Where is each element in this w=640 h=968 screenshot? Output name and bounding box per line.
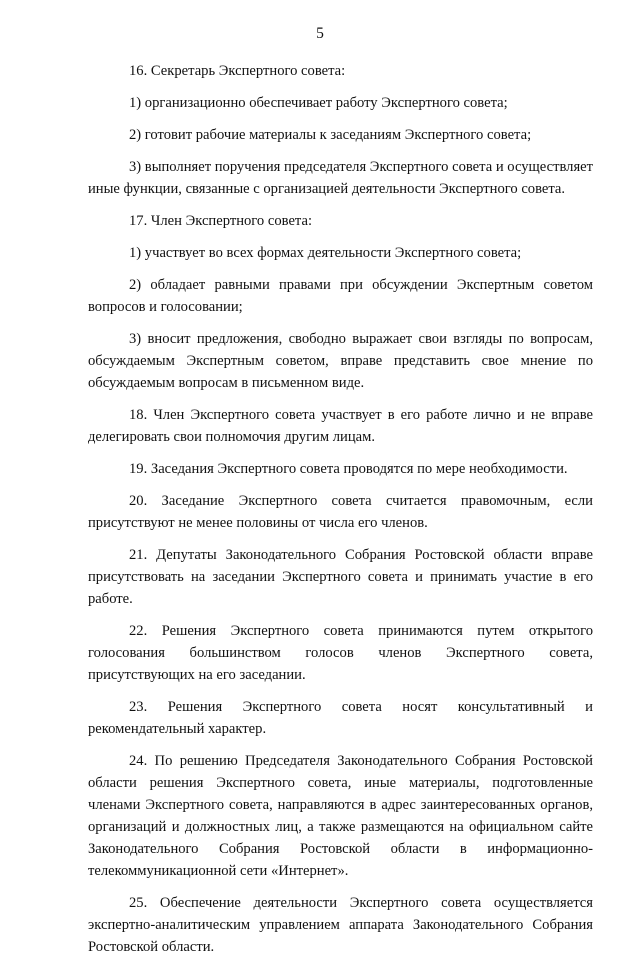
- paragraph-22: 22. Решения Экспертного совета принимаются путем открытого голосования большинством голосов членов Экспертного совета, присутствующих на его заседании.: [88, 623, 593, 683]
- paragraph-20: 20. Заседание Экспертного совета считается правомочным, если присутствуют не менее половины от числа его членов.: [88, 493, 593, 531]
- paragraph-23: 23. Решения Экспертного совета носят консультативный и рекомендательный характер.: [88, 699, 593, 737]
- page-number: 5: [316, 25, 324, 42]
- paragraph-17: 17. Член Экспертного совета:: [129, 213, 313, 229]
- paragraph-21: 21. Депутаты Законодательного Собрания Ростовской области вправе присутствовать на заседании Экспертного совета и принимать участие в его работе.: [88, 547, 593, 607]
- paragraph-18: 18. Член Экспертного совета участвует в его работе лично и не вправе делегировать свои полномочия другим лицам.: [88, 407, 593, 445]
- paragraph-16-3: 3) выполняет поручения председателя Экспертного совета и осуществляет иные функции, связанные с организацией деятельности Экспертного совета.: [88, 159, 594, 197]
- paragraph-25: 25. Обеспечение деятельности Экспертного совета осуществляется экспертно-аналитическим управлением аппарата Законодательного Собрания Ростовской области.: [88, 895, 593, 955]
- paragraph-16-2: 2) готовит рабочие материалы к заседаниям Экспертного совета;: [129, 127, 532, 143]
- paragraph-16: 16. Секретарь Экспертного совета:: [129, 63, 346, 79]
- paragraph-16-1: 1) организационно обеспечивает работу Экспертного совета;: [129, 95, 508, 111]
- document-body: [88, 60, 593, 968]
- paragraph-17-1: 1) участвует во всех формах деятельности Экспертного совета;: [129, 245, 522, 261]
- paragraph-24: 24. По решению Председателя Законодательного Собрания Ростовской области решения Экспертного совета, иные материалы, подготовленные членами Экспертного совета, направляются в адрес заинтересованных органов, организаций и должностных лиц, а также размещаются на официальном сайте Законодательного Собрания Ростовской области в информационно-телекоммуникационной сети «Интернет».: [88, 753, 593, 879]
- paragraph-19: 19. Заседания Экспертного совета проводятся по мере необходимости.: [129, 461, 568, 477]
- paragraph-17-2: 2) обладает равными правами при обсуждении Экспертным советом вопросов и голосовании;: [88, 277, 593, 315]
- paragraph-17-3: 3) вносит предложения, свободно выражает свои взгляды по вопросам, обсуждаемым Экспертным советом, вправе представить свое мнение по обсуждаемым вопросам в письменном виде.: [88, 331, 593, 391]
